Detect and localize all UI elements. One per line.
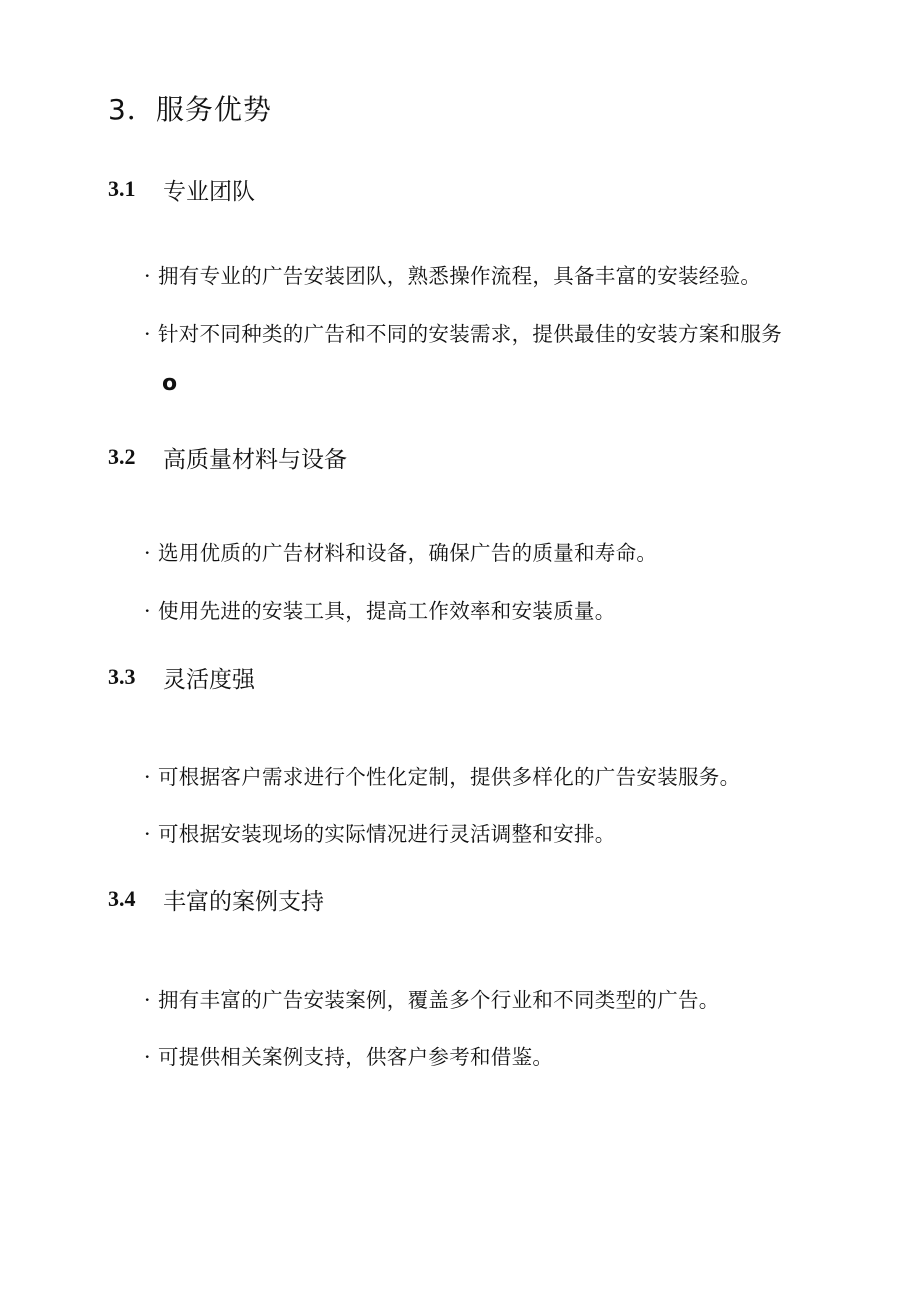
chapter-title: 3．服务优势: [108, 93, 272, 126]
bullet-marker: ·: [144, 322, 151, 346]
section-number: 3.1: [108, 176, 136, 201]
bullet-item: [144, 817, 616, 847]
section-title: 专业团队: [163, 179, 255, 205]
bullet-text: 选用优质的广告材料和设备，确保广告的质量和寿命。: [158, 541, 658, 565]
bullet-text: 针对不同种类的广告和不同的安装需求，提供最佳的安装方案和服务: [158, 322, 782, 346]
section-title: 灵活度强: [163, 667, 255, 693]
bullet-text: 拥有专业的广告安装团队，熟悉操作流程，具备丰富的安装经验。: [158, 264, 762, 288]
section-number: 3.3: [108, 664, 136, 689]
section-title: 丰富的案例支持: [163, 889, 324, 915]
bullet-text: 使用先进的安装工具，提高工作效率和安装质量。: [158, 599, 616, 623]
bullet-marker: ·: [144, 599, 151, 623]
bullet-item: [144, 760, 740, 790]
section-title: 高质量材料与设备: [163, 447, 347, 473]
bullet-item: [144, 1040, 553, 1070]
trailing-punctuation: o: [162, 371, 178, 396]
bullet-marker: ·: [144, 822, 151, 846]
bullet-item: [144, 983, 720, 1013]
bullet-item: [144, 259, 761, 289]
bullet-item: [144, 317, 782, 347]
bullet-marker: ·: [144, 541, 151, 565]
bullet-text: 可提供相关案例支持，供客户参考和借鉴。: [158, 1045, 554, 1069]
bullet-text: 可根据安装现场的实际情况进行灵活调整和安排。: [158, 822, 616, 846]
bullet-marker: ·: [144, 1045, 151, 1069]
bullet-item: [144, 536, 657, 566]
bullet-marker: ·: [144, 765, 151, 789]
bullet-text: 可根据客户需求进行个性化定制，提供多样化的广告安装服务。: [158, 765, 741, 789]
section-number: 3.4: [108, 886, 136, 911]
section-number: 3.2: [108, 444, 136, 469]
bullet-item: [144, 594, 616, 624]
bullet-text: 拥有丰富的广告安装案例，覆盖多个行业和不同类型的广告。: [158, 988, 720, 1012]
bullet-marker: ·: [144, 264, 151, 288]
bullet-marker: ·: [144, 988, 151, 1012]
